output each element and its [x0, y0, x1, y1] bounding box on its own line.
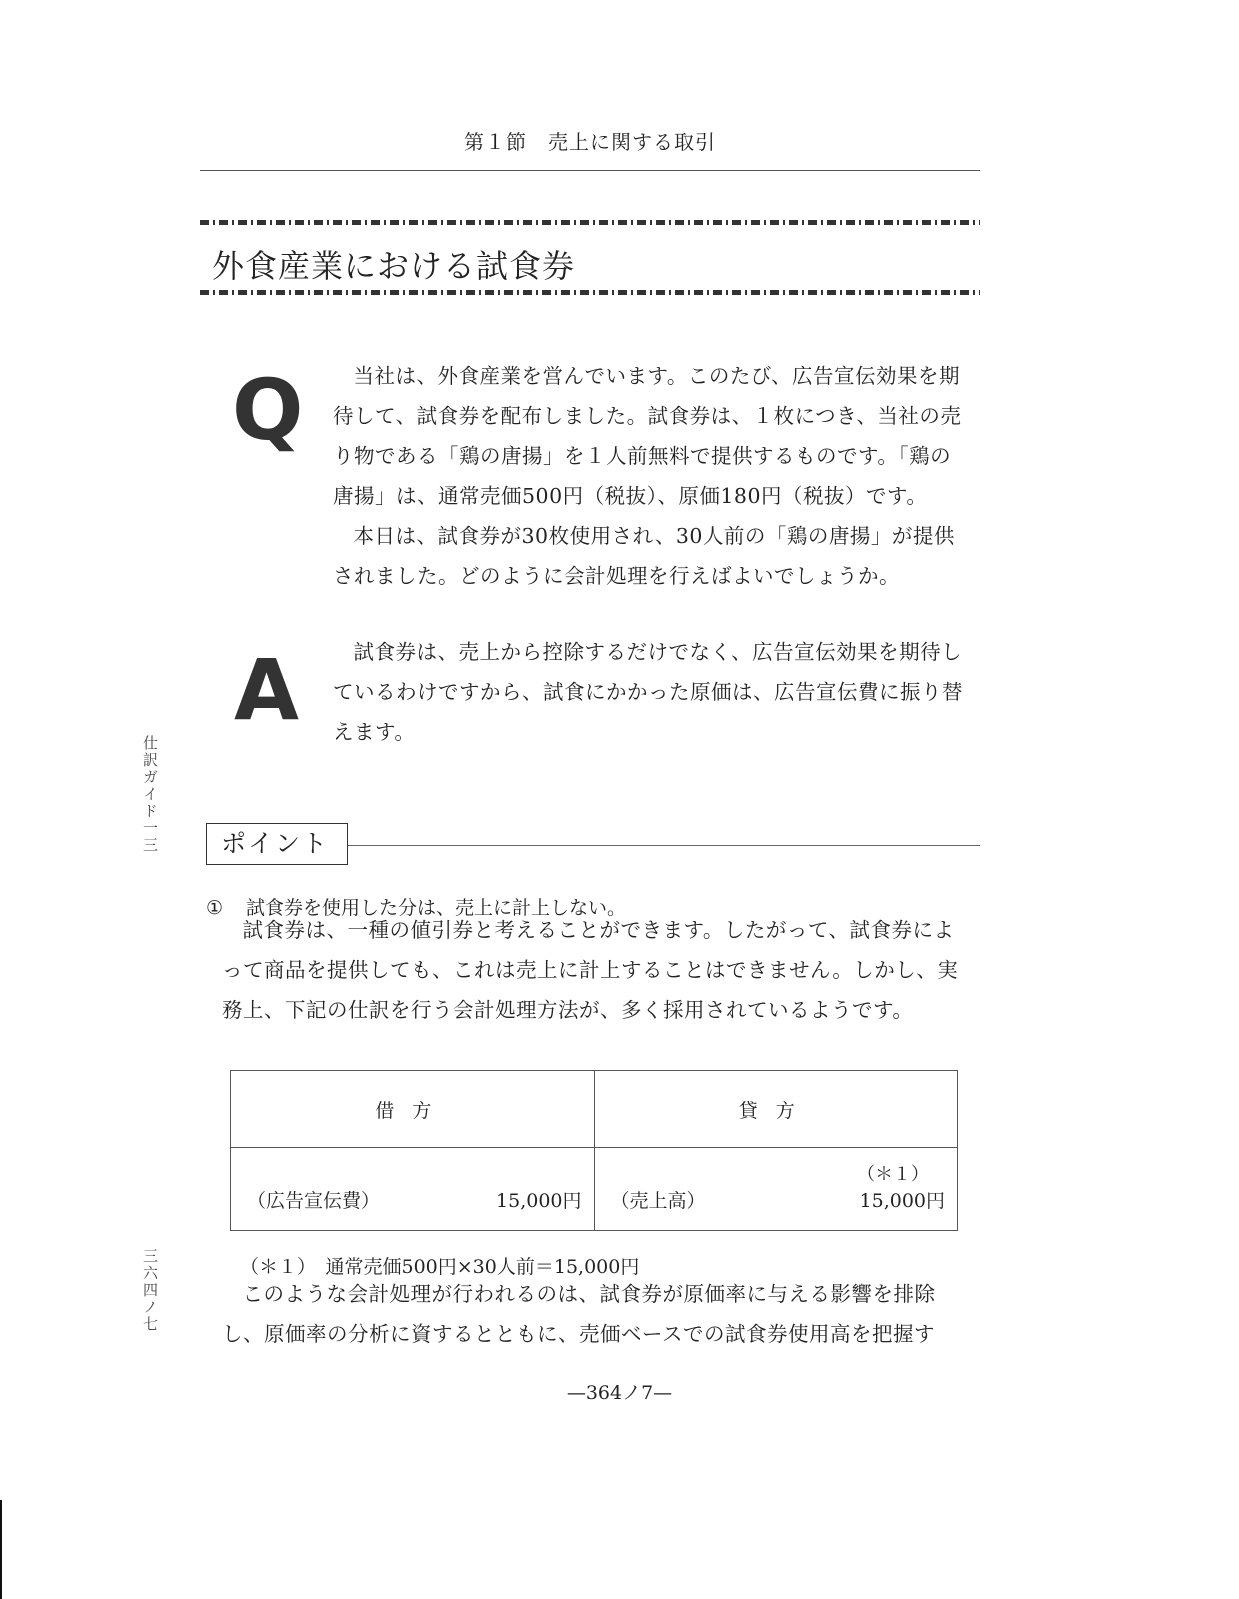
answer-text [333, 632, 963, 752]
credit-header: 貸方 [594, 1071, 958, 1148]
debit-amount: 15,000円 [496, 1190, 582, 1212]
credit-note-mark: （＊１） [857, 1164, 929, 1185]
answer-paragraph-1: 試食券は、売上から控除するだけでなく、広告宣伝効果を期待しているわけですから、試食にかかった原価は、広告宣伝費に振り替えます。 [333, 640, 963, 744]
closing-paragraph: このような会計処理が行われるのは、試食券が原価率に与える影響を排除し、原価率の分析に資するとともに、売価ベースでの試食券使用高を把握す [222, 1282, 936, 1346]
point-body [222, 910, 967, 1030]
question-paragraph-1: 当社は、外食産業を営んでいます。このたび、広告宣伝効果を期待して、試食券を配布しました。試食券は、１枚につき、当社の売り物である「鶏の唐揚」を１人前無料で提供するものです。「鶏の唐揚」は、通常売価500円（税抜）、原価180円（税抜）です。 [333, 364, 962, 508]
answer-letter: A [234, 641, 300, 739]
header-rule [200, 170, 980, 171]
journal-entry-table [230, 1070, 958, 1231]
question-text [333, 356, 963, 596]
sidebar-page-number: 三六四ノ七 [141, 1248, 159, 1333]
title-bottom-border [200, 290, 980, 295]
debit-account: （広告宣伝費） [247, 1190, 381, 1212]
credit-cell [594, 1148, 958, 1231]
scan-edge-mark [0, 1500, 2, 1599]
debit-cell [231, 1148, 595, 1231]
page-title: 外食産業における試食券 [212, 247, 576, 285]
question-letter: Q [232, 361, 304, 459]
question-paragraph-2: 本日は、試食券が30枚使用され、30人前の「鶏の唐揚」が提供されました。どのように会計処理を行えばよいでしょうか。 [333, 524, 955, 588]
section-header: 第１節 売上に関する取引 [464, 130, 716, 154]
page-number: —364ノ7— [566, 1382, 673, 1404]
point-rule [348, 845, 980, 846]
sidebar-book-title: 仕訳ガイド一三 [141, 735, 159, 854]
title-top-border [200, 220, 980, 225]
debit-header: 借方 [231, 1071, 595, 1148]
footnote: （＊１） 通常売価500円×30人前＝15,000円 [240, 1256, 640, 1278]
point-paragraph: 試食券は、一種の値引券と考えることができます。したがって、試食券によって商品を提供しても、これは売上に計上することはできません。しかし、実務上、下記の仕訳を行う会計処理方法が、多く採用されているようです。 [222, 918, 959, 1022]
point-item-number: ① [206, 897, 224, 919]
closing-body [222, 1274, 967, 1354]
point-item-text: 試食券を使用した分は、売上に計上しない。 [246, 897, 627, 919]
credit-account: （売上高） [610, 1190, 706, 1212]
point-label: ポイント [206, 823, 348, 865]
credit-amount: 15,000円 [859, 1190, 945, 1212]
